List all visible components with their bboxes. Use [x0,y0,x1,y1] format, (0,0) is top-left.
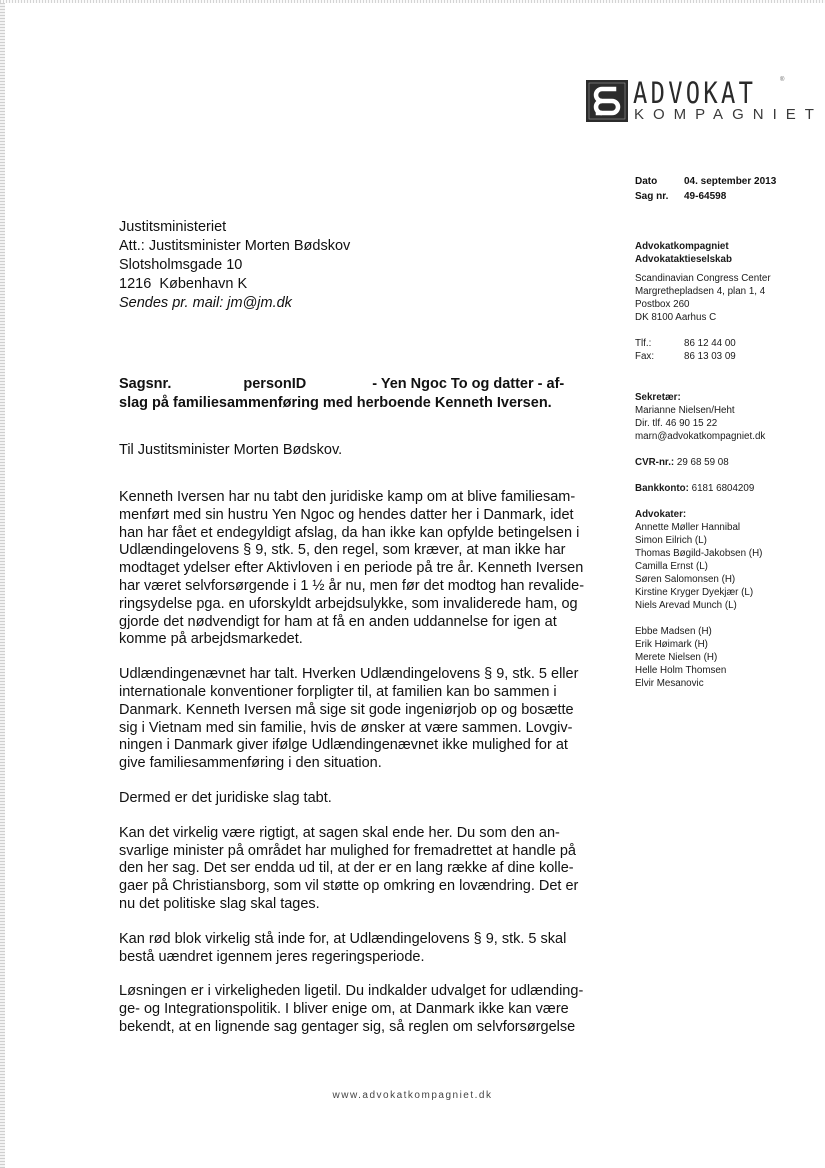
body-line: den her sag. Det ser endda ud til, at der er en lang række af dine kolle- [119,860,574,877]
lawyer-name: Camilla Ernst (L) [635,561,708,572]
body-line: ringsydelse pga. en uforskyldt arbejdsulykke, som invaliderede ham, og [119,595,578,612]
body-line: bestå uændret igennem jeres regeringsperiode. [119,948,425,965]
body-line: bekendt, at en lignende sag gentager sig, så reglen om selvforsørgelse [119,1018,576,1035]
letter-meta [635,174,776,204]
lawyers-label: Advokater: [635,509,687,520]
body-line: gaer på Christiansborg, som vil støtte op omkring en lovændring. Det er [119,878,579,895]
date-label: Dato [635,176,658,187]
case-value: 49-64598 [684,191,727,202]
lawyer-name: Ebbe Madsen (H) [635,626,712,637]
body-line: sig i Vietnam med sin familie, hvis de ønsker at være sammen. Lovgiv- [119,719,573,736]
firm-type: Advokataktieselskab [635,254,732,265]
lawyer-name: Thomas Bøgild-Jakobsen (H) [635,548,763,559]
secretary-label: Sekretær: [635,392,681,403]
body-line: Kan rød blok virkelig stå inde for, at Udlændingelovens § 9, stk. 5 skal [119,930,567,947]
lawyers-block [635,508,762,690]
scan-edge [0,0,5,1168]
paragraph [119,790,599,808]
body-line: svarlige minister på området har mulighed for fremadrettet at handle på [119,842,576,859]
secretary-direct: Dir. tlf. 46 90 15 22 [635,418,718,429]
footer-website: www.advokatkompagniet.dk [332,1090,493,1101]
body-line: Kan det virkelig være rigtigt, at sagen skal ende her. Du som den an- [119,824,560,841]
lawyer-name: Erik Høimark (H) [635,639,708,650]
body-line: Udlændingelovens § 9, stk. 5, den regel, som kræver, at man ikke har [119,542,566,559]
body-line: ningen i Danmark giver ifølge Udlændingenævnet ikke mulighed for at [119,737,568,754]
body-line: Danmark. Kenneth Iversen må sige sit gode ingeniørjob op og bosætte [119,701,574,718]
body-line: Udlændingenævnet har talt. Hverken Udlændingelovens § 9, stk. 5 eller [119,666,579,683]
lawyer-name: Simon Eilrich (L) [635,535,707,546]
subject-person-id: personID [243,376,307,392]
fax-value: 86 13 03 09 [684,351,736,362]
logo-subtitle: KOMPAGNIET [634,106,823,123]
subject-title-start: - Yen Ngoc To og datter - af- [372,376,565,392]
subject-title-end: slag på familiesammenføring med herboende Kenneth Iversen. [119,395,552,411]
secretary-name: Marianne Nielsen/Heht [635,405,735,416]
scan-top-edge [0,0,825,3]
firm-phone [635,337,736,363]
body-line: modtaget ydelser efter Aktivloven i en periode på tre år. Kenneth Iversen [119,560,584,577]
logo-trademark-icon: ® [780,77,785,83]
firm-address [635,272,771,324]
tel-label: Tlf.: [635,338,652,349]
paragraph [119,931,599,967]
recipient-line: 1216 København K [119,276,248,292]
secretary-block [635,391,765,443]
paragraph [119,489,599,649]
recipient-line: Justitsministeriet [119,219,227,235]
letter-subject [119,375,589,413]
firm-logo [586,76,823,128]
paragraph [119,983,599,1036]
body-line: Dermed er det juridiske slag tabt. [119,789,332,806]
address-line: Margrethepladsen 4, plan 1, 4 [635,286,766,297]
firm-name: Advokatkompagniet [635,241,729,252]
letter-body [119,489,599,1054]
body-line: Kenneth Iversen har nu tabt den juridiske kamp om at blive familiesam- [119,489,576,505]
address-line: Postbox 260 [635,299,690,310]
bank-block [635,482,754,495]
paragraph [119,666,599,773]
body-line: han har fået et endegyldigt afslag, da han ikke kan opfylde betingelsen i [119,524,580,541]
lawyer-name: Elvir Mesanovic [635,678,704,689]
recipient-line: Slotsholmsgade 10 [119,257,243,273]
body-line: menført med sin hustru Yen Ngoc og hendes datter her i Danmark, idet [119,506,574,523]
address-line: DK 8100 Aarhus C [635,312,717,323]
body-line: internationale konventioner forpligter til, at familien kan bo sammen i [119,683,557,700]
logo-wordmark: ADVOKAT [633,76,757,110]
address-line: Scandinavian Congress Center [635,273,771,284]
recipient-line: Att.: Justitsminister Morten Bødskov [119,238,351,254]
bank-value: 6181 6804209 [691,483,755,494]
body-line: nu det politiske slag skal tages. [119,895,320,912]
lawyer-name: Annette Møller Hannibal [635,522,741,533]
recipient-address [119,218,350,313]
body-line: ge- og Integrationspolitik. I bliver enige om, at Danmark ikke kan være [119,1001,569,1018]
lawyer-name: Kirstine Kryger Dyekjær (L) [635,587,754,598]
date-value: 04. september 2013 [684,176,777,187]
body-line: gjorde det nødvendigt for ham at få en anden uddannelse for igen at [119,613,557,630]
subject-case-label: Sagsnr. [119,376,172,392]
body-line: komme på arbejdsmarkedet. [119,631,303,648]
tel-value: 86 12 44 00 [684,338,736,349]
lawyer-name: Søren Salomonsen (H) [635,574,736,585]
cvr-block [635,456,729,469]
bank-label: Bankkonto: [635,483,689,494]
body-line: give familiesammenføring i den situation. [119,755,382,772]
fax-label: Fax: [635,351,655,362]
body-line: har været selvforsørgende i 1 ½ år nu, men før det modtog han revalide- [119,577,585,594]
body-line: Løsningen er i virkeligheden ligetil. Du indkalder udvalget for udlænding- [119,983,584,1000]
lawyer-name: Niels Arevad Munch (L) [635,600,737,611]
logo-ampersand-icon [586,80,628,122]
cvr-label: CVR-nr.: [635,457,675,468]
case-label: Sag nr. [635,191,669,202]
secretary-email: marn@advokatkompagniet.dk [635,431,766,442]
recipient-send-note: Sendes pr. mail: jm@jm.dk [119,295,292,311]
letter-greeting: Til Justitsminister Morten Bødskov. [119,442,343,458]
paragraph [119,825,599,914]
cvr-value: 29 68 59 08 [676,457,729,468]
lawyer-name: Merete Nielsen (H) [635,652,718,663]
lawyer-name: Helle Holm Thomsen [635,665,727,676]
firm-info [635,240,732,266]
